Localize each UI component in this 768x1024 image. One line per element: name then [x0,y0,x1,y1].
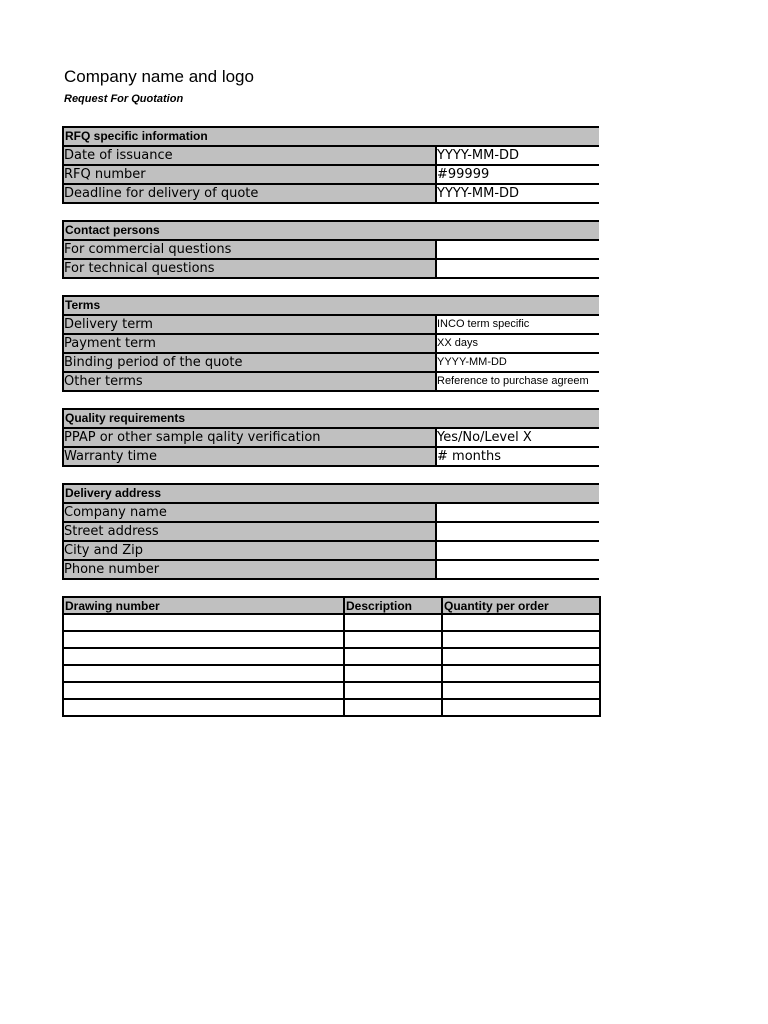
contacts-label-commercial: For commercial questions [62,241,437,258]
terms-row [62,373,599,392]
table-cell[interactable] [344,631,442,648]
table-cell[interactable] [442,631,600,648]
contacts-value-technical[interactable] [437,260,599,277]
table-cell[interactable] [63,682,344,699]
rfq-value-number[interactable]: #99999 [437,166,599,183]
page-title: Company name and logo [64,67,254,86]
terms-label-binding: Binding period of the quote [62,354,437,371]
quality-value-ppap[interactable]: Yes/No/Level X [437,429,599,446]
terms-label-delivery: Delivery term [62,316,437,333]
quality-value-warranty[interactable]: # months [437,448,599,465]
rfq-value-date[interactable]: YYYY-MM-DD [437,147,599,164]
table-cell[interactable] [442,682,600,699]
quality-label-ppap: PPAP or other sample qality verification [62,429,437,446]
table-row [63,699,600,716]
delivery-heading: Delivery address [62,483,599,504]
terms-section [62,295,599,392]
contacts-row [62,241,599,260]
table-cell[interactable] [442,614,600,631]
delivery-label-street: Street address [62,523,437,540]
terms-row [62,354,599,373]
quality-heading: Quality requirements [62,408,599,429]
delivery-row [62,542,599,561]
terms-value-payment[interactable]: XX days [437,335,599,352]
delivery-section [62,483,599,580]
table-cell[interactable] [442,665,600,682]
page-subtitle: Request For Quotation [64,93,184,105]
column-header-description: Description [344,597,442,614]
table-row [63,614,600,631]
table-cell[interactable] [63,614,344,631]
table-cell[interactable] [63,699,344,716]
quality-label-warranty: Warranty time [62,448,437,465]
rfq-label-deadline: Deadline for delivery of quote [62,185,437,202]
terms-row [62,335,599,354]
column-header-drawing-number: Drawing number [63,597,344,614]
contacts-value-commercial[interactable] [437,241,599,258]
terms-value-other[interactable]: Reference to purchase agreem [437,373,599,390]
delivery-value-phone[interactable] [437,561,599,578]
rfq-row [62,147,599,166]
delivery-value-city[interactable] [437,542,599,559]
rfq-value-deadline[interactable]: YYYY-MM-DD [437,185,599,202]
contacts-row [62,260,599,279]
terms-row [62,316,599,335]
delivery-label-city: City and Zip [62,542,437,559]
table-cell[interactable] [344,682,442,699]
table-row [63,631,600,648]
delivery-row [62,523,599,542]
delivery-label-company: Company name [62,504,437,521]
table-row [63,665,600,682]
column-header-quantity: Quantity per order [442,597,600,614]
table-cell[interactable] [344,614,442,631]
table-cell[interactable] [344,648,442,665]
delivery-label-phone: Phone number [62,561,437,578]
rfq-label-date: Date of issuance [62,147,437,164]
table-cell[interactable] [63,665,344,682]
quality-row [62,429,599,448]
table-cell[interactable] [344,699,442,716]
rfq-row [62,185,599,204]
items-table [62,596,601,717]
rfq-row [62,166,599,185]
delivery-value-company[interactable] [437,504,599,521]
table-cell[interactable] [442,648,600,665]
table-cell[interactable] [344,665,442,682]
terms-label-payment: Payment term [62,335,437,352]
table-cell[interactable] [442,699,600,716]
delivery-value-street[interactable] [437,523,599,540]
contacts-section [62,220,599,279]
table-row [63,648,600,665]
terms-label-other: Other terms [62,373,437,390]
quality-section [62,408,599,467]
table-cell[interactable] [63,648,344,665]
items-header-row [63,597,600,614]
quality-row [62,448,599,467]
rfq-label-number: RFQ number [62,166,437,183]
terms-value-binding[interactable]: YYYY-MM-DD [437,354,599,371]
contacts-heading: Contact persons [62,220,599,241]
rfq-section [62,126,599,204]
delivery-row [62,504,599,523]
terms-value-delivery[interactable]: INCO term specific [437,316,599,333]
rfq-heading: RFQ specific information [62,126,599,147]
terms-heading: Terms [62,295,599,316]
contacts-label-technical: For technical questions [62,260,437,277]
table-cell[interactable] [63,631,344,648]
delivery-row [62,561,599,580]
table-row [63,682,600,699]
